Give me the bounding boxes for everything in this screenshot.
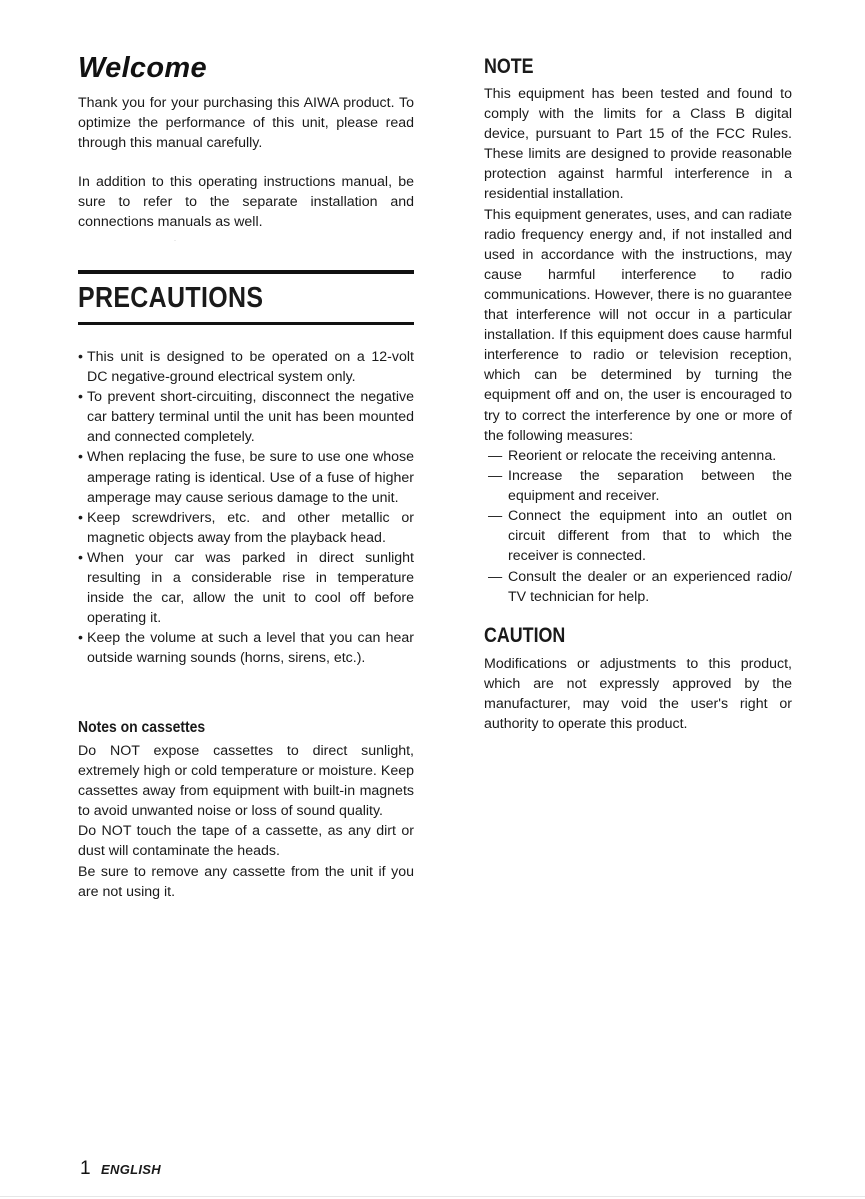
page-number: 1: [80, 1158, 91, 1179]
precautions-list: [78, 347, 414, 669]
language-label: ENGLISH: [101, 1162, 161, 1177]
stray-dot: ·: [174, 238, 176, 244]
cassette-note-paragraph: Be sure to remove any cassette from the unit if you are not using it.: [78, 863, 414, 900]
measures-list: [484, 446, 792, 607]
welcome-intro-paragraph: Thank you for your purchasing this AIWA product. To optimize the performance of this unit, please read through this manual carefully.: [78, 95, 414, 152]
cassette-note-paragraph: Do NOT expose cassettes to direct sunlight, extremely high or cold temperature or moisture. Keep cassettes away from equipment with built-in magnets to avoid unwanted noise or loss of sound quality.: [78, 743, 414, 820]
list-item: — Increase the separation between the equipment and receiver.: [488, 468, 792, 505]
precautions-title: PRECAUTIONS: [78, 282, 264, 314]
caution-heading: CAUTION: [484, 624, 566, 647]
note-fcc-paragraph: This equipment has been tested and found to comply with the limits for a Class B digital device, pursuant to Part 15 of the FCC Rules. These limits are designed to provide reasonable protection against harmful interference in a residential installation.: [484, 86, 792, 203]
cassette-note-paragraph: Do NOT touch the tape of a cassette, as any dirt or dust will contaminate the heads.: [78, 823, 414, 860]
list-item: • This unit is designed to be operated on a 12-volt DC negative-ground electrical system only.: [78, 349, 414, 386]
list-item: — Reorient or relocate the receiving antenna.: [488, 446, 792, 466]
precautions-top-rule: [78, 270, 414, 274]
bullet-icon: •: [78, 389, 83, 406]
list-item: — Connect the equipment into an outlet on circuit different from that to which the receiver is connected.: [488, 508, 792, 565]
note-interference-paragraph: This equipment generates, uses, and can radiate radio frequency energy and, if not installed and used in accordance with the instructions, may cause harmful interference to radio communications. However, there is no guarantee that interference will not occur in a particular installation. If this equipment does cause harmful interference to radio or television reception, which can be determined by turning the equipment off and on, the user is encouraged to try to correct the interference by one or more of the following measures:: [484, 206, 792, 444]
list-item: • When your car was parked in direct sunlight resulting in a considerable rise in temperature inside the car, allow the unit to cool off before operating it.: [78, 549, 414, 627]
notes-on-cassettes-body: [78, 741, 414, 902]
note-heading: NOTE: [484, 55, 534, 78]
dash-icon: —: [488, 468, 503, 485]
dash-icon: —: [488, 508, 503, 525]
caution-body: Modifications or adjustments to this product, which are not expressly approved by the manufacturer, may void the user's right or authority to operate this product.: [484, 656, 792, 733]
bullet-icon: •: [78, 449, 83, 466]
bullet-icon: •: [78, 349, 83, 365]
dash-icon: —: [488, 568, 503, 585]
bullet-icon: •: [78, 509, 83, 526]
list-item: • When replacing the fuse, be sure to use one whose amperage rating is identical. Use of a fuse of higher amperage may cause serious damage to the unit.: [78, 449, 414, 506]
bullet-icon: •: [78, 630, 83, 647]
bullet-icon: •: [78, 549, 83, 566]
list-item: • Keep the volume at such a level that you can hear outside warning sounds (horns, sirens, etc.).: [78, 630, 414, 667]
note-body: [484, 84, 792, 446]
dash-icon: —: [488, 448, 503, 464]
list-item: • Keep screwdrivers, etc. and other metallic or magnetic objects away from the playback head.: [78, 509, 414, 546]
welcome-manuals-paragraph: In addition to this operating instructions manual, be sure to refer to the separate installation and connections manuals as well.: [78, 174, 414, 231]
page-bottom-edge: [0, 1196, 865, 1197]
notes-on-cassettes-heading: Notes on cassettes: [78, 719, 206, 736]
welcome-title: Welcome: [78, 52, 207, 84]
list-item: • To prevent short-circuiting, disconnect the negative car battery terminal until the unit has been mounted and connected completely.: [78, 389, 414, 446]
page-footer: [80, 1158, 161, 1180]
precautions-bottom-rule: [78, 322, 414, 325]
list-item: — Consult the dealer or an experienced radio/ TV technician for help.: [488, 568, 792, 605]
